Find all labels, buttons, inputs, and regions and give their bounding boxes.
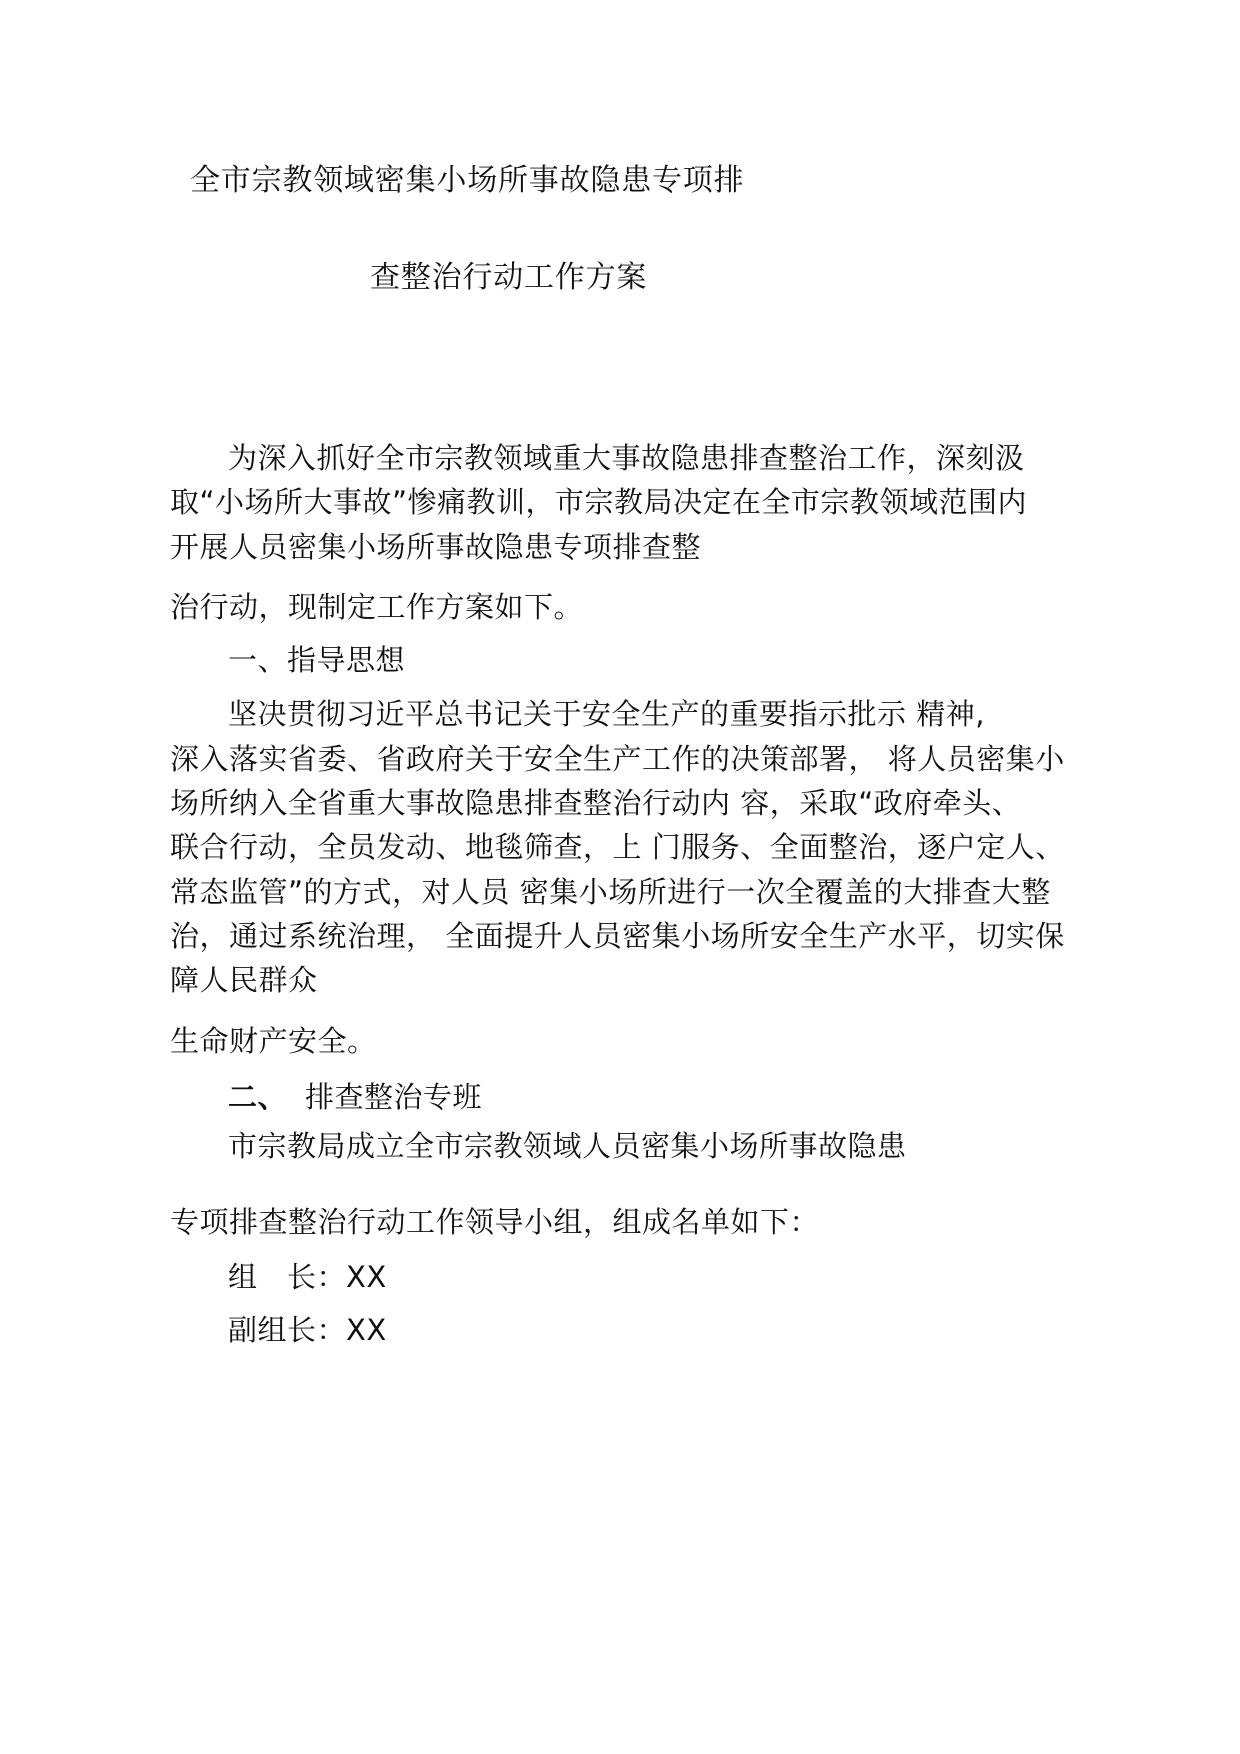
section-1-line-4: 联合行动，全员发动、地毯筛查，上 门服务、全面整治，逐户定人、: [170, 830, 1065, 864]
section-2-line-2: 专项排查整治行动工作领导小组，组成名单如下：: [170, 1205, 820, 1239]
intro-line-2: 取“小场所大事故”惨痛教训，市宗教局决定在全市宗教领域范围内: [170, 485, 1028, 519]
member-role: 组 长：: [228, 1260, 347, 1294]
section-1-line-7: 障人民群众: [170, 963, 318, 997]
intro-line-1: 为深入抓好全市宗教领域重大事故隐患排查整治工作，深刻汲: [228, 441, 1025, 475]
member-role: 副组长：: [228, 1313, 347, 1347]
section-1-line-3: 场所纳入全省重大事故隐患排查整治行动内 容，采取“政府牵头、: [170, 786, 1022, 820]
section-2-heading-text: 排查整治专班: [305, 1080, 483, 1114]
member-row: [228, 1259, 387, 1295]
section-2-heading-number: 二、: [228, 1080, 288, 1114]
member-name: XX: [346, 1260, 387, 1294]
intro-line-4: 治行动，现制定工作方案如下。: [170, 590, 584, 624]
section-1-line-6: 治，通过系统治理， 全面提升人员密集小场所安全生产水平，切实保: [170, 919, 1065, 953]
section-1-line-8: 生命财产安全。: [170, 1024, 377, 1058]
section-1-heading: 一、指导思想: [228, 643, 406, 677]
section-2-heading: [228, 1079, 482, 1115]
title-line-2: 查整治行动工作方案: [370, 260, 648, 295]
member-name: XX: [346, 1313, 387, 1347]
intro-line-3: 开展人员密集小场所事故隐患专项排查整: [170, 530, 702, 564]
section-1-line-2: 深入落实省委、省政府关于安全生产工作的决策部署， 将人员密集小: [170, 742, 1065, 776]
member-row: [228, 1312, 387, 1348]
section-1-line-5: 常态监管”的方式，对人员 密集小场所进行一次全覆盖的大排查大整: [170, 875, 1051, 909]
title-line-1: 全市宗教领域密集小场所事故隐患专项排: [190, 163, 745, 198]
section-1-line-1: 坚决贯彻习近平总书记关于安全生产的重要指示批示 精神,: [228, 697, 985, 731]
section-2-line-1: 市宗教局成立全市宗教领域人员密集小场所事故隐患: [228, 1129, 907, 1163]
